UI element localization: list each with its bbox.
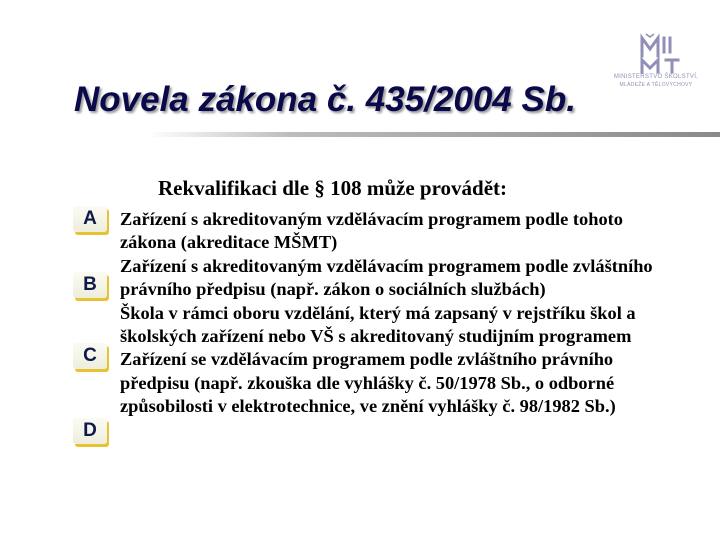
list-item-a: Zařízení s akreditovaným vzdělávacím programem podle tohoto zákona (akreditace MŠMT) bbox=[120, 209, 623, 253]
subheading: Rekvalifikaci dle § 108 může provádět: bbox=[158, 176, 508, 200]
item-b-badge: B bbox=[73, 272, 107, 298]
list-item-d: Zařízení se vzdělávacím programem podle zvláštního právního předpisu (např. zkouška dle vyhlášky č. 50/1978 Sb., o odborné způsobilosti v elektrotechnice, ve znění vyhlášky č. 98/1982 Sb.) bbox=[120, 349, 616, 417]
item-c-badge: C bbox=[73, 343, 107, 369]
list-item-c: Škola v rámci oboru vzdělání, který má zapsaný v rejstříku škol a školských zařízení nebo VŠ s akreditovaný studijním programem bbox=[120, 302, 636, 347]
options-list bbox=[120, 208, 680, 419]
logo-subtitle-1: MINISTERSTVO ŠKOLSTVÍ, bbox=[613, 74, 699, 80]
item-a-badge: A bbox=[73, 206, 107, 232]
logo-subtitle-2: MLÁDEŽE A TĚLOVÝCHOVY bbox=[619, 82, 693, 88]
slide-title: Novela zákona č. 435/2004 Sb. bbox=[74, 80, 576, 119]
msmt-logo-mark bbox=[606, 30, 706, 76]
item-d-badge: D bbox=[73, 418, 107, 444]
list-item-b: Zařízení s akreditovaným vzdělávacím programem podle zvláštního právního předpisu (např. zákon o sociálních službách) bbox=[120, 255, 653, 300]
title-divider bbox=[148, 132, 720, 137]
ministry-logo bbox=[606, 30, 706, 92]
